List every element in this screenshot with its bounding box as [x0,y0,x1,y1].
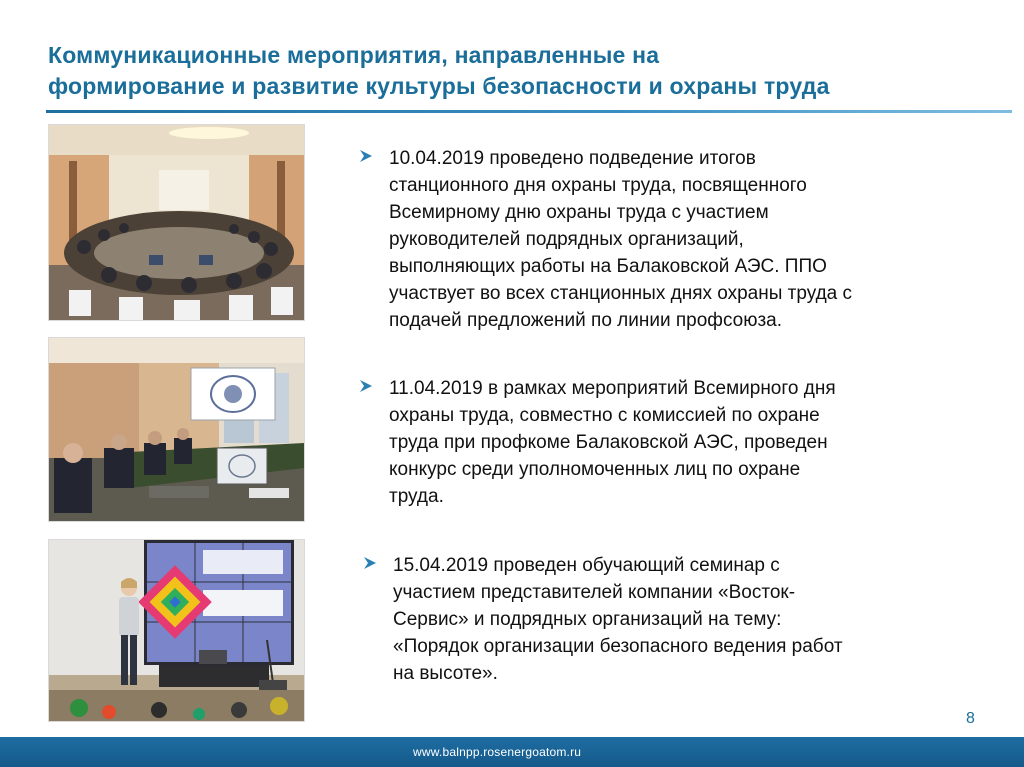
bullet-line: Всемирному дню охраны труда с участием [389,202,769,223]
bullet-line: 11.04.2019 в рамках мероприятий Всемирного дня [389,378,836,399]
bullet-line: 15.04.2019 проведен обучающий семинар с [393,555,780,576]
bullet-line: выполняющих работы на Балаковской АЭС. ППО [389,256,827,277]
meeting-photo [48,337,305,522]
bullet-line: участием представителей компании «Восток- [393,582,796,603]
bullet-line: Сервис» и подрядных организаций на тему: [393,609,782,630]
bullet-item [362,552,982,687]
conference-hall-photo [48,124,305,321]
bullet-line: подачей предложений по линии профсоюза. [389,310,783,331]
page-number: 8 [966,710,975,727]
bullet-line: руководителей подрядных организаций, [389,229,744,250]
slide-title-line: Коммуникационные мероприятия, направленные на [48,42,660,68]
slide-title-line: формирование и развитие культуры безопасности и охраны труда [48,73,830,99]
footer-url[interactable]: www.balnpp.rosenergoatom.ru [413,745,582,759]
bullet-item [358,145,978,334]
bullet-item [358,375,978,510]
arrow-bullet-icon [362,555,378,571]
title-underline [46,110,1012,113]
seminar-photo [48,539,305,722]
bullet-line: станционного дня охраны труда, посвященного [389,175,807,196]
bullet-line: охраны труда, совместно с комиссией по охране [389,405,820,426]
arrow-bullet-icon [358,148,374,164]
bullet-text [393,552,982,687]
bullet-line: конкурс среди уполномоченных лиц по охране [389,459,801,480]
bullet-text [389,375,978,510]
bullet-line: «Порядок организации безопасного ведения работ [393,636,843,657]
footer-bar [0,737,1024,767]
arrow-bullet-icon [358,378,374,394]
slide-title [48,40,1008,102]
bullet-line: участвует во всех станционных днях охраны труда с [389,283,853,304]
bullet-line: 10.04.2019 проведено подведение итогов [389,148,756,169]
bullet-text [389,145,978,334]
bullet-line: труда при профкоме Балаковской АЭС, проведен [389,432,828,453]
bullet-line: труда. [389,486,444,507]
bullet-line: на высоте». [393,663,498,684]
